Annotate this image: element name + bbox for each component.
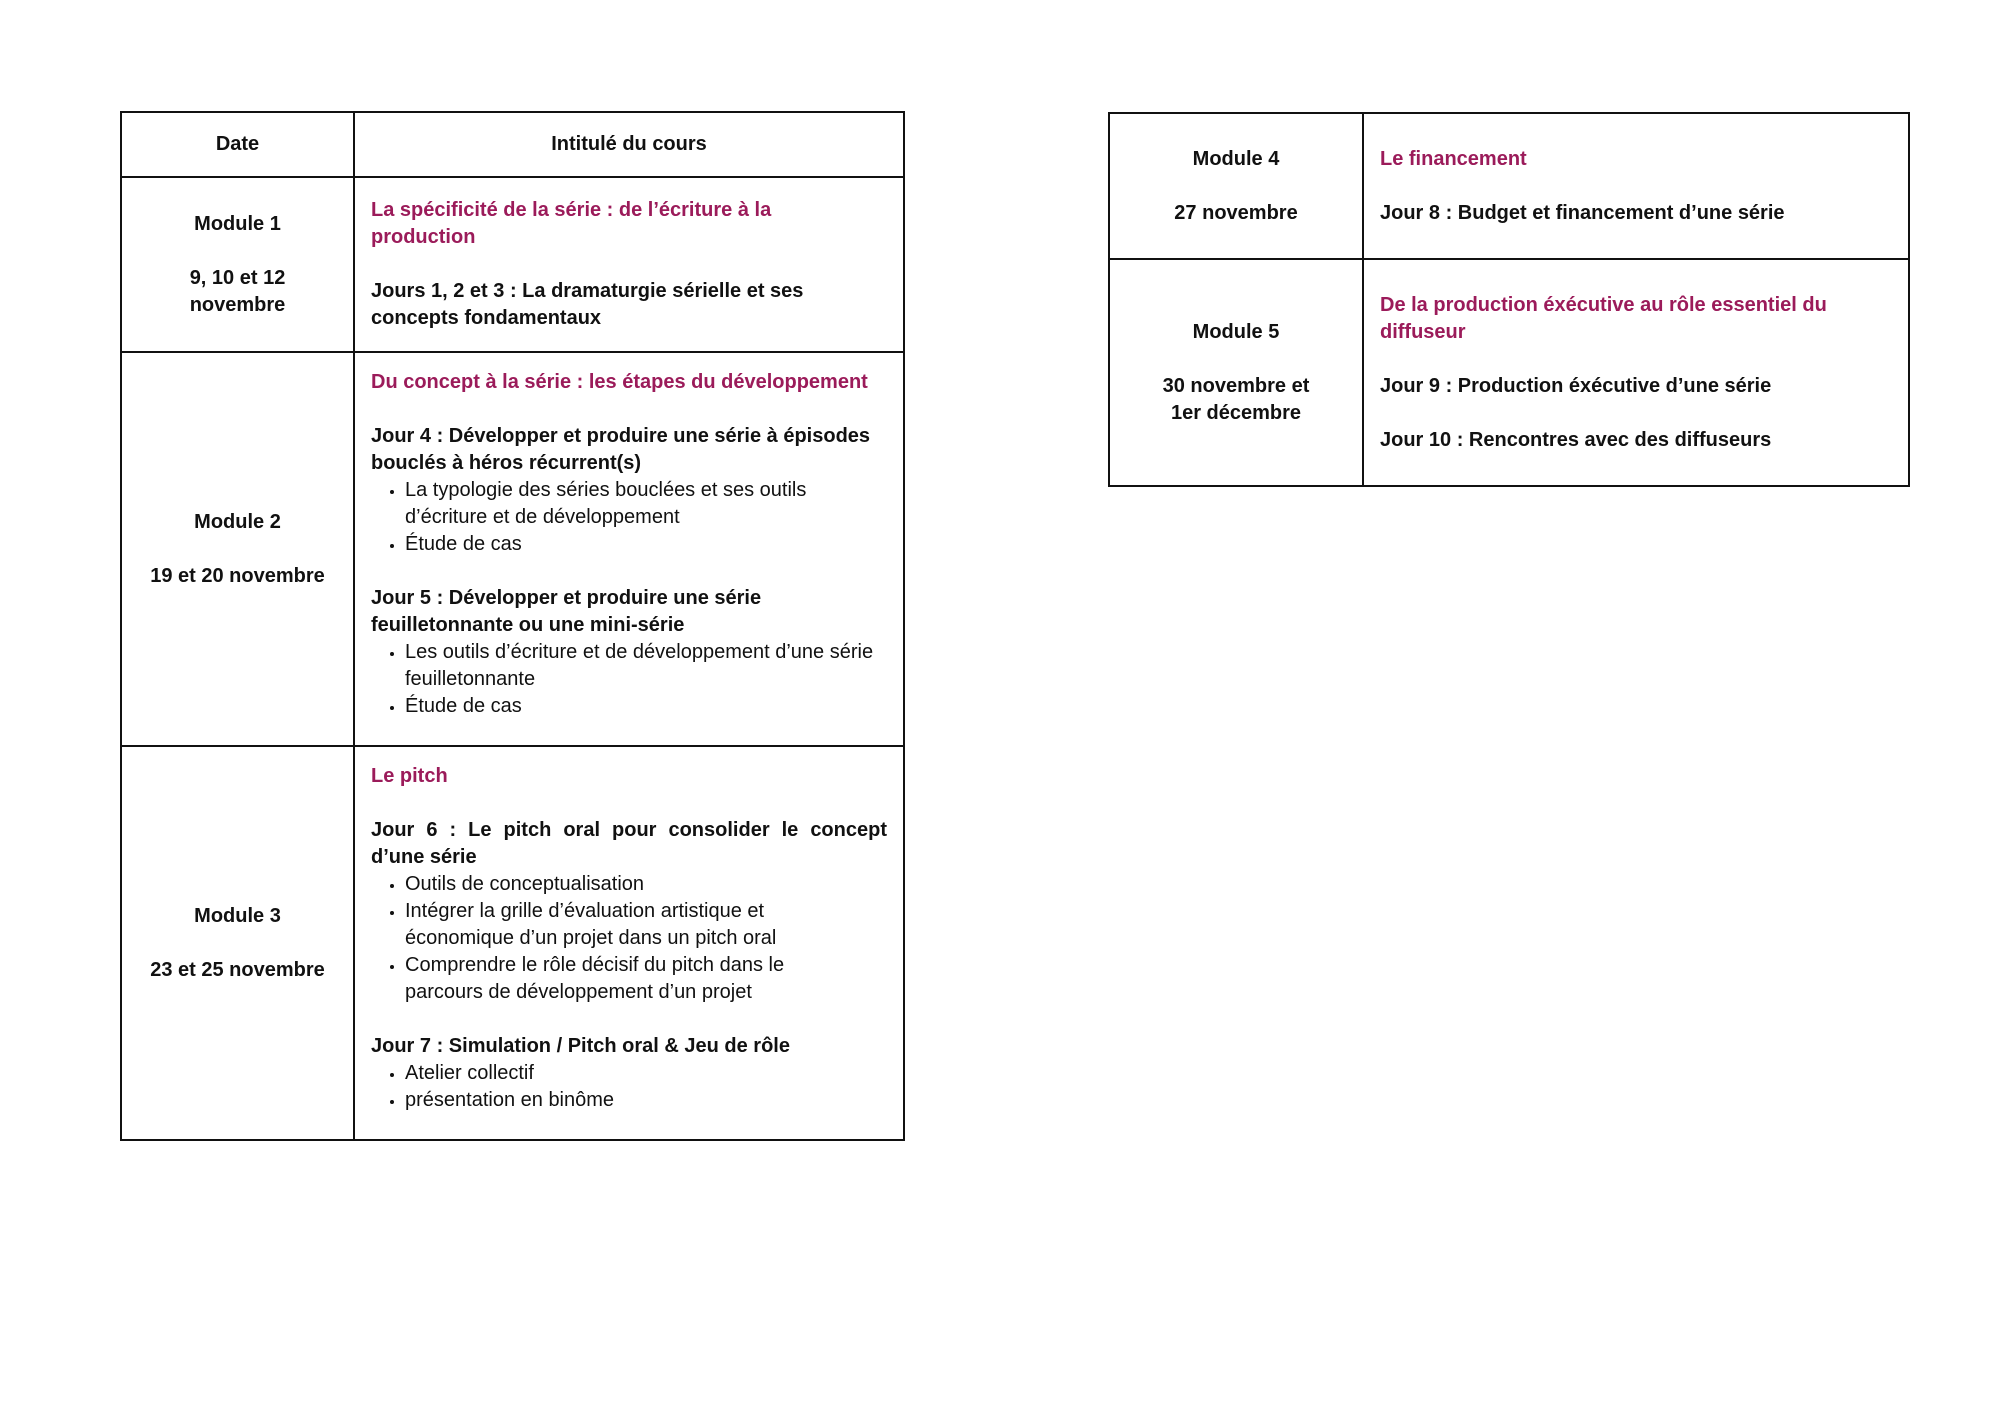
module-date-cell	[1109, 259, 1363, 486]
list-item	[405, 898, 887, 952]
module-content-cell	[354, 177, 904, 352]
module-theme: De la production éxécutive au rôle essentiel du diffuseur	[1380, 293, 1827, 343]
day-block	[371, 1033, 887, 1114]
list-item	[405, 531, 887, 558]
list-item-text: Les outils d’écriture et de développement d’une série feuilletonnante	[405, 641, 874, 690]
day-block	[371, 278, 887, 332]
bullet-list	[371, 1060, 887, 1114]
list-item	[405, 693, 887, 720]
module-theme: Du concept à la série : les étapes du développement	[371, 371, 868, 393]
day-block	[1380, 200, 1892, 227]
day-title: Jour 9 : Production éxécutive d’une série	[1380, 374, 1772, 397]
module-date-cell	[121, 746, 354, 1140]
schedule-table-right	[1108, 112, 1910, 487]
day-block	[371, 423, 887, 558]
list-item	[405, 1060, 887, 1087]
list-item-text: Outils de conceptualisation	[405, 873, 645, 895]
day-block	[371, 585, 887, 720]
module-dates: 30 novembre et 1er décembre	[1162, 374, 1310, 424]
bullet-list	[371, 871, 887, 1006]
table-header-row	[121, 112, 904, 177]
list-item	[405, 952, 887, 1006]
module-label: Module 5	[1192, 320, 1280, 343]
module-date-cell	[1109, 113, 1363, 259]
module-dates: 27 novembre	[1174, 201, 1298, 224]
table-row	[121, 177, 904, 352]
day-title: Jour 8 : Budget et financement d’une série	[1380, 201, 1785, 224]
list-item-text: La typologie des séries bouclées et ses outils d’écriture et de développement	[405, 479, 807, 528]
module-date-cell	[121, 352, 354, 746]
table-row	[1109, 113, 1909, 259]
schedule-table-left	[120, 111, 905, 1141]
day-title: Jour 10 : Rencontres avec des diffuseurs	[1380, 428, 1772, 451]
bullet-list	[371, 639, 887, 720]
list-item-text: Intégrer la grille d’évaluation artistique et économique d’un projet dans un pitch oral	[405, 900, 777, 949]
list-item	[405, 639, 887, 693]
module-content-cell	[354, 352, 904, 746]
table-row	[1109, 259, 1909, 486]
module-date-cell	[121, 177, 354, 352]
module-theme: La spécificité de la série : de l’écriture à la production	[371, 199, 772, 248]
list-item	[405, 477, 887, 531]
day-title: Jours 1, 2 et 3 : La dramaturgie sérielle et ses concepts fondamentaux	[371, 280, 804, 329]
list-item-text: Étude de cas	[405, 695, 522, 717]
day-block	[1380, 373, 1892, 400]
day-block	[1380, 427, 1892, 454]
list-item-text: Atelier collectif	[405, 1062, 534, 1084]
module-theme: Le financement	[1380, 147, 1527, 170]
module-content-cell	[354, 746, 904, 1140]
list-item-text: Étude de cas	[405, 533, 522, 555]
day-title: Jour 6 : Le pitch oral pour consolider le concept d’une série	[371, 819, 887, 868]
table-row	[121, 746, 904, 1140]
module-dates: 23 et 25 novembre	[150, 958, 325, 981]
header-course: Intitulé du cours	[354, 112, 904, 177]
module-dates: 19 et 20 novembre	[150, 564, 325, 587]
bullet-list	[371, 477, 887, 558]
list-item-text: Comprendre le rôle décisif du pitch dans le parcours de développement d’un projet	[405, 954, 785, 1003]
module-content-cell	[1363, 113, 1909, 259]
module-content-cell	[1363, 259, 1909, 486]
header-date: Date	[121, 112, 354, 177]
list-item-text: présentation en binôme	[405, 1089, 615, 1111]
module-label: Module 1	[194, 212, 281, 235]
module-label: Module 4	[1192, 147, 1280, 170]
list-item	[405, 1087, 887, 1114]
day-block	[371, 817, 887, 1006]
day-title: Jour 4 : Développer et produire une série à épisodes bouclés à héros récurrent(s)	[371, 425, 871, 474]
day-title: Jour 7 : Simulation / Pitch oral & Jeu de rôle	[371, 1035, 790, 1057]
module-theme: Le pitch	[371, 765, 448, 787]
module-dates: 9, 10 et 12 novembre	[189, 266, 286, 316]
table-row	[121, 352, 904, 746]
module-label: Module 3	[194, 904, 281, 927]
list-item	[405, 871, 887, 898]
module-label: Module 2	[194, 510, 281, 533]
day-title: Jour 5 : Développer et produire une série feuilletonnante ou une mini-série	[371, 587, 762, 636]
